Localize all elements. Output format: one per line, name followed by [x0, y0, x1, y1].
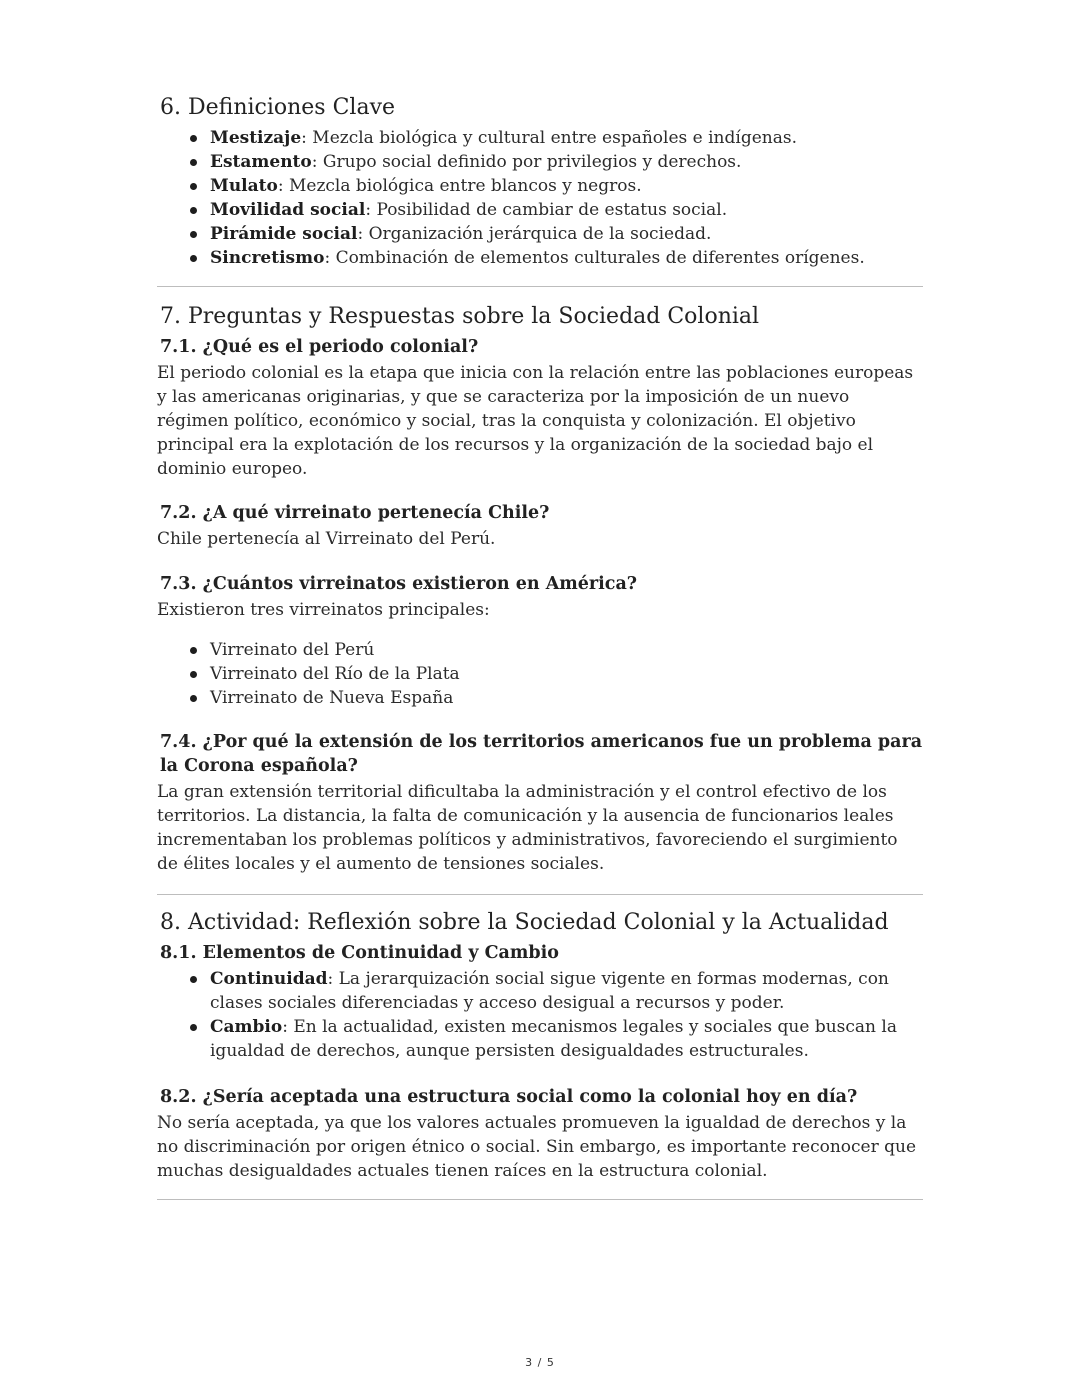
definition-term: Movilidad social [210, 200, 366, 220]
section-6-title: 6. Definiciones Clave [160, 95, 396, 120]
section-7-title: 7. Preguntas y Respuestas sobre la Sociedad Colonial [160, 304, 760, 329]
definition-text: : Grupo social definido por privilegios y derechos. [311, 152, 742, 172]
definition-term: Estamento [210, 152, 312, 172]
item-text: : En la actualidad, existen mecanismos legales y sociales que buscan la igualdad de derechos, aunque persisten desigualdades estructurales. [210, 1017, 897, 1061]
section-8-title: 8. Actividad: Reflexión sobre la Sociedad Colonial y la Actualidad [160, 910, 889, 935]
list-item: Virreinato del Perú [157, 638, 923, 662]
question-7-3-title: 7.3. ¿Cuántos virreinatos existieron en América? [160, 574, 638, 594]
list-item: Virreinato del Río de la Plata [157, 662, 923, 686]
list-item [157, 126, 923, 150]
list-item: Virreinato de Nueva España [157, 686, 923, 710]
list-item [157, 246, 923, 270]
answer-7-2: Chile pertenecía al Virreinato del Perú. [157, 529, 496, 549]
definition-term: Mulato [210, 176, 278, 196]
question-7-1-title: 7.1. ¿Qué es el periodo colonial? [160, 337, 479, 357]
page-content [157, 92, 923, 1200]
definition-text: : Mezcla biológica entre blancos y negros. [277, 176, 642, 196]
list-item [157, 198, 923, 222]
item-text: : La jerarquización social sigue vigente en formas modernas, con clases sociales diferenciadas y acceso desigual a recursos y poder. [210, 969, 889, 1013]
answer-7-4: La gran extensión territorial dificultaba la administración y el control efectivo de los territorios. La distancia, la falta de comunicación y la ausencia de funcionarios leales incrementaban los problemas políticos y administrativos, favoreciendo el surgimiento de élites locales y el aumento de tensiones sociales. [157, 782, 898, 874]
list-item [157, 150, 923, 174]
item-term: Continuidad [210, 969, 328, 989]
list-item [157, 1015, 923, 1063]
subsection-8-2-title: 8.2. ¿Sería aceptada una estructura social como la colonial hoy en día? [160, 1087, 858, 1107]
list-item [157, 222, 923, 246]
definition-term: Sincretismo [210, 248, 325, 268]
page-number: 3 / 5 [525, 1356, 555, 1369]
item-term: Cambio [210, 1017, 283, 1037]
list-item [157, 967, 923, 1015]
definition-text: : Combinación de elementos culturales de diferentes orígenes. [324, 248, 865, 268]
subsection-8-1-title: 8.1. Elementos de Continuidad y Cambio [160, 943, 559, 963]
question-7-2-title: 7.2. ¿A qué virreinato pertenecía Chile? [160, 503, 550, 523]
definition-text: : Organización jerárquica de la sociedad. [357, 224, 712, 244]
definition-term: Pirámide social [210, 224, 358, 244]
definition-text: : Posibilidad de cambiar de estatus social. [365, 200, 728, 220]
section-divider [157, 1199, 923, 1200]
definition-term: Mestizaje [210, 128, 302, 148]
answer-8-2: No sería aceptada, ya que los valores actuales promueven la igualdad de derechos y la no discriminación por origen étnico o social. Sin embargo, es importante reconocer que muchas desigualdades actuales tienen raíces en la estructura colonial. [157, 1113, 917, 1181]
answer-7-3: Existieron tres virreinatos principales: [157, 600, 490, 620]
question-7-4-title: 7.4. ¿Por qué la extensión de los territorios americanos fue un problema para la Corona española? [160, 732, 923, 776]
list-item [157, 174, 923, 198]
answer-7-1: El periodo colonial es la etapa que inicia con la relación entre las poblaciones europeas y las americanas originarias, y que se caracteriza por la imposición de un nuevo régimen político, económico y social, tras la conquista y colonización. El objetivo principal era la explotación de los recursos y la organización de la sociedad bajo el dominio europeo. [157, 363, 914, 479]
definitions-list [157, 126, 923, 270]
section-divider [157, 286, 923, 287]
viceroyalties-list [157, 638, 923, 710]
continuity-change-list [157, 967, 923, 1063]
section-divider [157, 894, 923, 895]
definition-text: : Mezcla biológica y cultural entre españoles e indígenas. [301, 128, 797, 148]
